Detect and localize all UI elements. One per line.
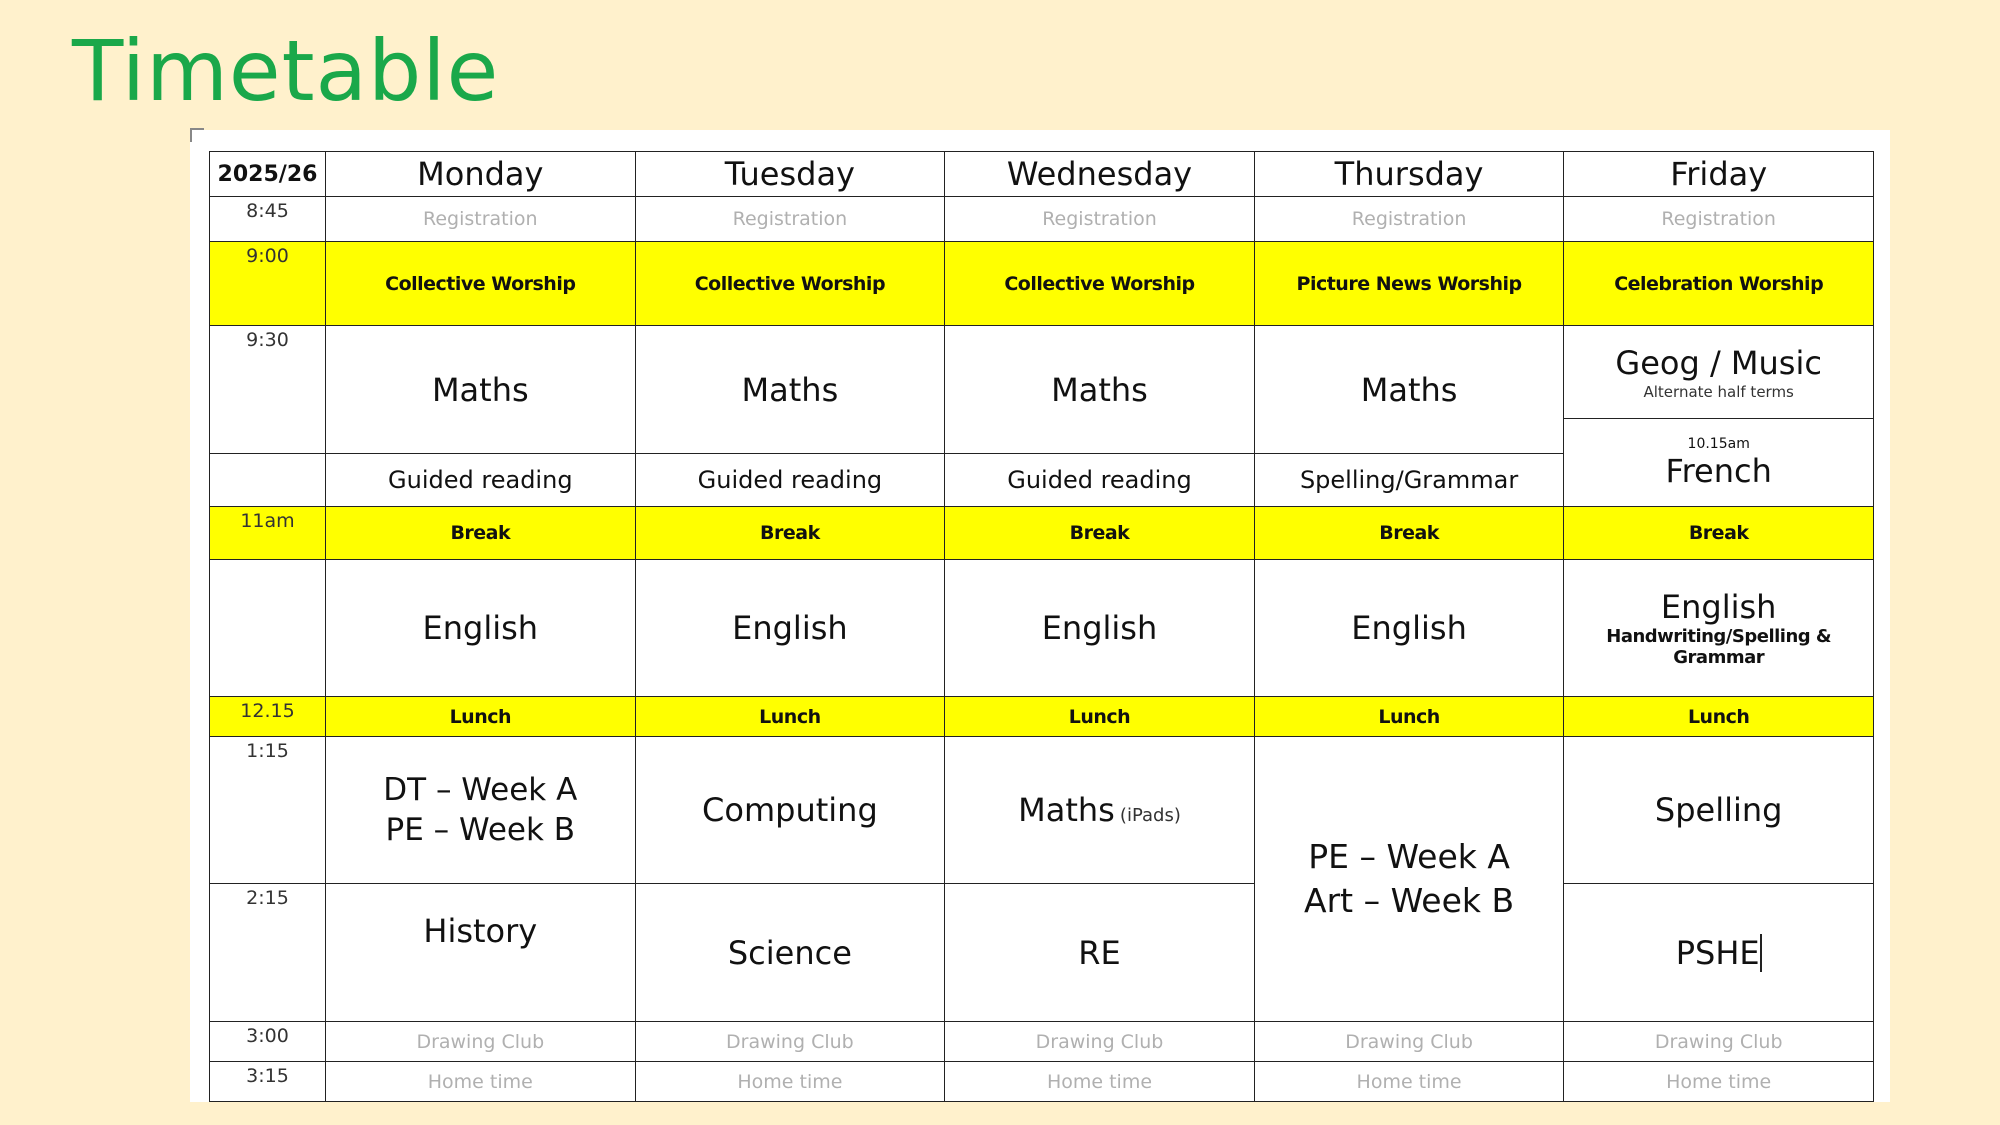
time-115: 1:15 [210, 737, 326, 884]
maths-row [210, 326, 1874, 419]
break-monday: Break [326, 507, 636, 560]
afternoon1-wednesday-subject: Maths [1018, 791, 1115, 829]
year-label: 2025/26 [210, 152, 326, 197]
friday-930-cell [1564, 326, 1874, 419]
time-900: 9:00 [210, 242, 326, 326]
registration-cell: Registration [1254, 197, 1564, 242]
home-time-cell: Home time [1564, 1062, 1874, 1102]
english-friday: English [1660, 588, 1777, 626]
day-tuesday: Tuesday [635, 152, 945, 197]
time-315: 3:15 [210, 1062, 326, 1102]
english-thursday: English [1254, 560, 1564, 697]
afternoon2-tuesday: Science [635, 884, 945, 1022]
lunch-thursday: Lunch [1254, 697, 1564, 737]
page-title: Timetable [72, 22, 500, 120]
reading-tuesday: Guided reading [635, 454, 945, 507]
english-friday-sub: Handwriting/Spelling & Grammar [1606, 626, 1832, 668]
afternoon1-monday-line2: PE – Week B [385, 812, 576, 848]
afternoon1-row [210, 737, 1874, 884]
home-time-cell: Home time [326, 1062, 636, 1102]
timetable-table [209, 151, 1874, 1102]
time-930: 9:30 [210, 326, 326, 454]
time-11am: 11am [210, 507, 326, 560]
afternoon-thursday-line2: Art – Week B [1304, 881, 1515, 920]
lunch-friday: Lunch [1564, 697, 1874, 737]
registration-cell: Registration [635, 197, 945, 242]
break-wednesday: Break [945, 507, 1255, 560]
registration-cell: Registration [1564, 197, 1874, 242]
time-english-blank [210, 560, 326, 697]
break-friday: Break [1564, 507, 1874, 560]
break-row [210, 507, 1874, 560]
lunch-wednesday: Lunch [945, 697, 1255, 737]
drawing-club-cell: Drawing Club [1564, 1022, 1874, 1062]
time-reading-blank [210, 454, 326, 507]
worship-wednesday: Collective Worship [945, 242, 1255, 326]
break-tuesday: Break [635, 507, 945, 560]
time-215: 2:15 [210, 884, 326, 1022]
worship-thursday: Picture News Worship [1254, 242, 1564, 326]
afternoon2-friday-text[interactable]: PSHE [1675, 933, 1760, 972]
registration-cell: Registration [945, 197, 1255, 242]
drawing-club-cell: Drawing Club [1254, 1022, 1564, 1062]
day-monday: Monday [326, 152, 636, 197]
home-time-cell: Home time [945, 1062, 1255, 1102]
friday-french-title: French [1665, 451, 1772, 490]
maths-thursday: Maths [1254, 326, 1564, 454]
friday-930-note: Alternate half terms [1643, 382, 1794, 401]
reading-monday: Guided reading [326, 454, 636, 507]
reading-wednesday: Guided reading [945, 454, 1255, 507]
registration-row [210, 197, 1874, 242]
afternoon2-wednesday: RE [945, 884, 1255, 1022]
worship-friday: Celebration Worship [1564, 242, 1874, 326]
maths-tuesday: Maths [635, 326, 945, 454]
english-monday: English [326, 560, 636, 697]
afternoon1-monday-line1: DT – Week A [383, 772, 578, 808]
afternoon1-tuesday: Computing [635, 737, 945, 884]
lunch-monday: Lunch [326, 697, 636, 737]
afternoon1-wednesday-note: (iPads) [1119, 805, 1181, 826]
afternoon-thursday [1254, 737, 1564, 1022]
table-move-handle[interactable] [190, 128, 204, 142]
time-1215: 12.15 [210, 697, 326, 737]
drawing-club-cell: Drawing Club [326, 1022, 636, 1062]
afternoon-thursday-line1: PE – Week A [1308, 837, 1510, 876]
lunch-row [210, 697, 1874, 737]
registration-cell: Registration [326, 197, 636, 242]
friday-930-title: Geog / Music [1615, 343, 1822, 382]
afternoon2-friday[interactable] [1564, 884, 1874, 1022]
english-row [210, 560, 1874, 697]
reading-thursday: Spelling/Grammar [1254, 454, 1564, 507]
home-time-cell: Home time [635, 1062, 945, 1102]
home-time-row [210, 1062, 1874, 1102]
afternoon2-monday: History [326, 884, 636, 1022]
drawing-club-row [210, 1022, 1874, 1062]
maths-monday: Maths [326, 326, 636, 454]
worship-monday: Collective Worship [326, 242, 636, 326]
drawing-club-cell: Drawing Club [635, 1022, 945, 1062]
day-friday: Friday [1564, 152, 1874, 197]
header-row [210, 152, 1874, 197]
time-845: 8:45 [210, 197, 326, 242]
english-friday-cell [1564, 560, 1874, 697]
day-thursday: Thursday [1254, 152, 1564, 197]
day-wednesday: Wednesday [945, 152, 1255, 197]
english-tuesday: English [635, 560, 945, 697]
afternoon1-wednesday [945, 737, 1255, 884]
afternoon1-friday: Spelling [1564, 737, 1874, 884]
afternoon1-monday [326, 737, 636, 884]
drawing-club-cell: Drawing Club [945, 1022, 1255, 1062]
friday-french-time: 10.15am [1687, 435, 1750, 452]
maths-wednesday: Maths [945, 326, 1255, 454]
break-thursday: Break [1254, 507, 1564, 560]
worship-row [210, 242, 1874, 326]
afternoon2-row [210, 884, 1874, 1022]
time-300: 3:00 [210, 1022, 326, 1062]
lunch-tuesday: Lunch [635, 697, 945, 737]
english-wednesday: English [945, 560, 1255, 697]
worship-tuesday: Collective Worship [635, 242, 945, 326]
timetable-sheet [190, 130, 1890, 1102]
home-time-cell: Home time [1254, 1062, 1564, 1102]
friday-french-cell [1564, 419, 1874, 507]
